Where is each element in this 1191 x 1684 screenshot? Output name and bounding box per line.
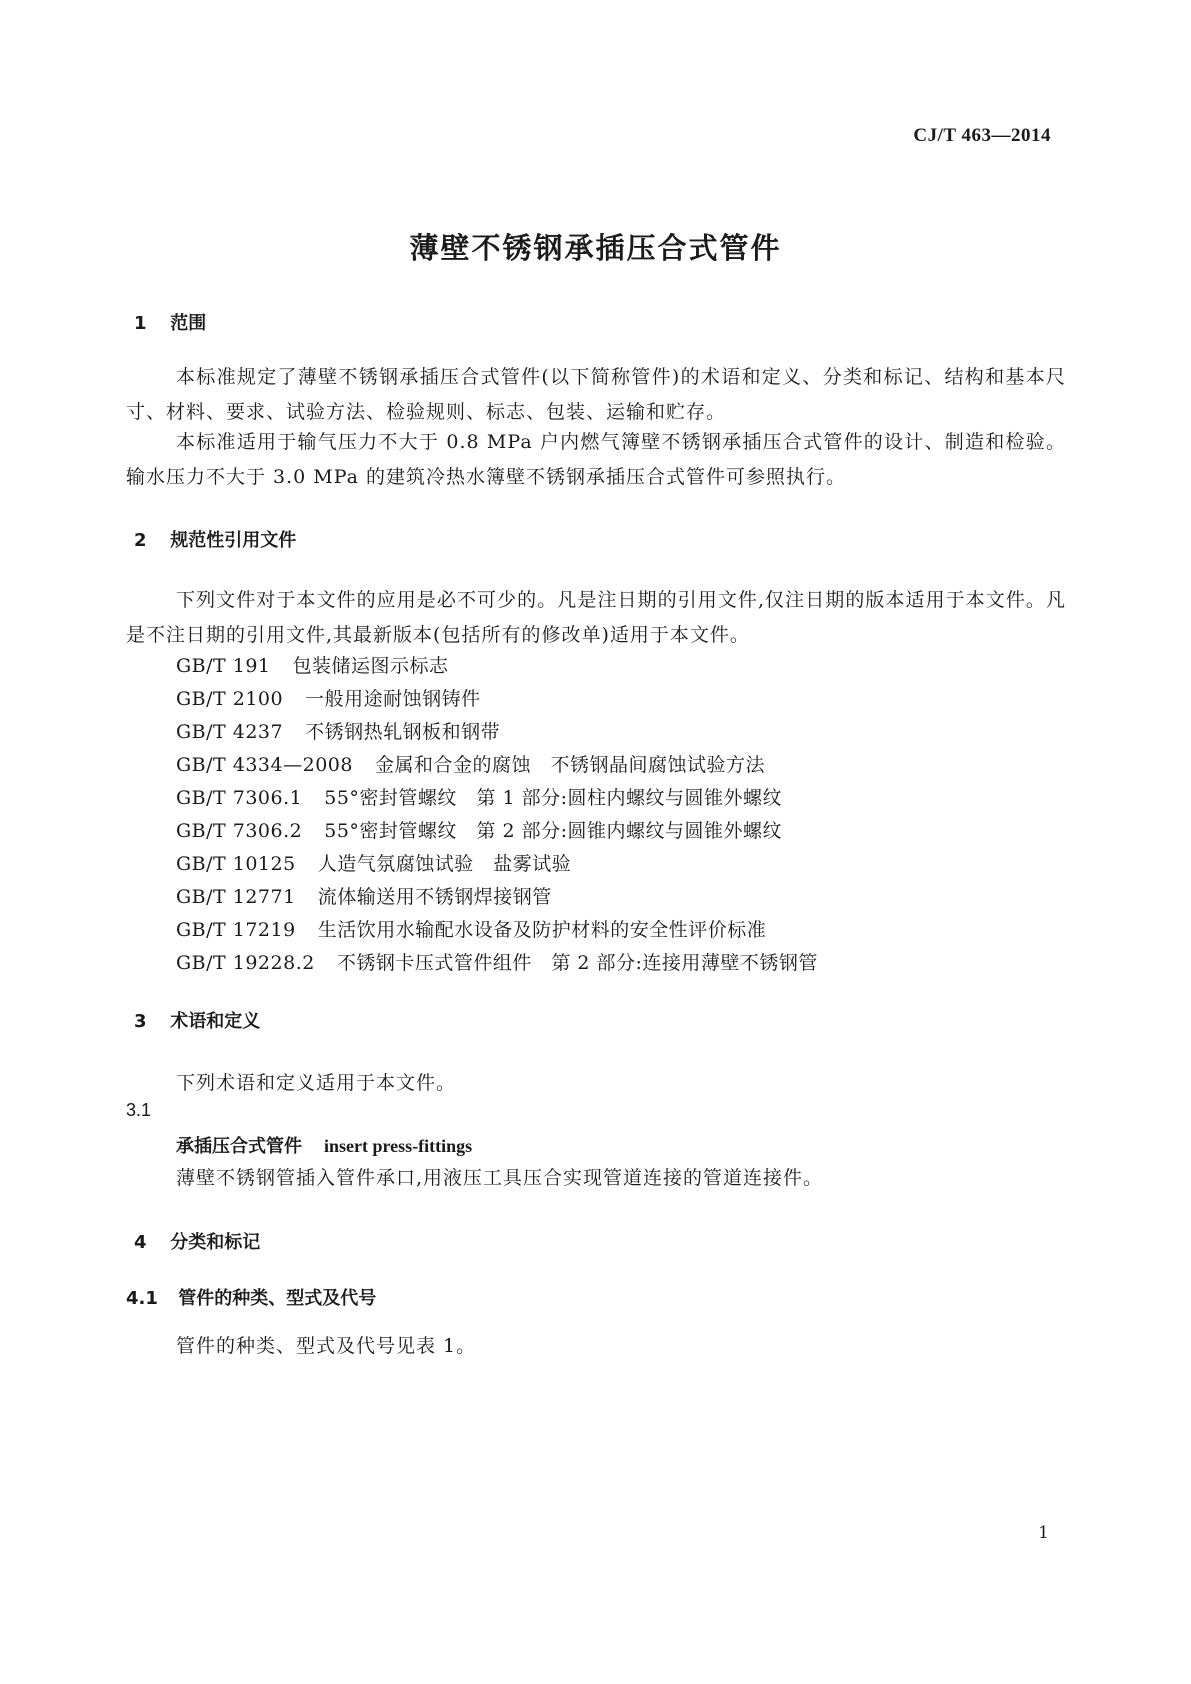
section-number: 4 xyxy=(134,1232,147,1253)
subsection-number: 4.1 xyxy=(126,1288,158,1309)
reference-item: GB/T 10125 人造气氛腐蚀试验 盐雾试验 xyxy=(176,853,572,875)
section-3-heading xyxy=(134,1007,260,1033)
section-title: 范围 xyxy=(170,313,207,334)
reference-item: GB/T 191 包装储运图示标志 xyxy=(176,655,449,677)
term-entry xyxy=(176,1132,472,1158)
scope-paragraph-2: 本标准适用于输气压力不大于 0.8 MPa 户内燃气簿壁不锈钢承插压合式管件的设计、制造和检验。输水压力不大于 3.0 MPa 的建筑冷热水簿壁不锈钢承插压合式管件可参照执行。 xyxy=(126,431,1066,488)
standard-code: CJ/T 463—2014 xyxy=(913,125,1051,146)
subsection-4-1-text: 管件的种类、型式及代号见表 1。 xyxy=(176,1335,477,1357)
section-title: 术语和定义 xyxy=(170,1011,261,1032)
clause-number: 3.1 xyxy=(126,1100,152,1120)
section-number: 1 xyxy=(134,313,147,334)
section-4-heading xyxy=(134,1228,260,1254)
reference-item: GB/T 12771 流体输送用不锈钢焊接钢管 xyxy=(176,886,552,908)
reference-item: GB/T 19228.2 不锈钢卡压式管件组件 第 2 部分:连接用薄壁不锈钢管 xyxy=(176,952,818,974)
term-chinese: 承插压合式管件 xyxy=(176,1136,302,1157)
reference-item: GB/T 7306.2 55°密封管螺纹 第 2 部分:圆锥内螺纹与圆锥外螺纹 xyxy=(176,820,782,842)
subsection-4-1-heading xyxy=(126,1284,376,1310)
reference-item: GB/T 4334—2008 金属和合金的腐蚀 不锈钢晶间腐蚀试验方法 xyxy=(176,754,765,776)
section-title: 分类和标记 xyxy=(170,1232,261,1253)
page-number: 1 xyxy=(1038,1523,1049,1543)
references-intro-paragraph: 下列文件对于本文件的应用是必不可少的。凡是注日期的引用文件,仅注日期的版本适用于本文件。凡是不注日期的引用文件,其最新版本(包括所有的修改单)适用于本文件。 xyxy=(126,589,1066,646)
section-1-heading xyxy=(134,309,206,335)
section-number: 3 xyxy=(134,1011,147,1032)
section-2-heading xyxy=(134,526,296,552)
normative-references-list xyxy=(176,650,818,980)
reference-item: GB/T 17219 生活饮用水输配水设备及防护材料的安全性评价标准 xyxy=(176,919,767,941)
term-definition: 薄壁不锈钢管插入管件承口,用液压工具压合实现管道连接的管道连接件。 xyxy=(176,1167,824,1189)
subsection-title: 管件的种类、型式及代号 xyxy=(178,1288,377,1309)
reference-item: GB/T 2100 一般用途耐蚀钢铸件 xyxy=(176,688,481,710)
reference-item: GB/T 7306.1 55°密封管螺纹 第 1 部分:圆柱内螺纹与圆锥外螺纹 xyxy=(176,787,782,809)
term-english: insert press-fittings xyxy=(324,1136,473,1156)
reference-item: GB/T 4237 不锈钢热轧钢板和钢带 xyxy=(176,721,501,743)
section-title: 规范性引用文件 xyxy=(170,530,297,551)
terms-intro-text: 下列术语和定义适用于本文件。 xyxy=(176,1072,457,1094)
scope-paragraph-1: 本标准规定了薄壁不锈钢承插压合式管件(以下简称管件)的术语和定义、分类和标记、结构和基本尺寸、材料、要求、试验方法、检验规则、标志、包装、运输和贮存。 xyxy=(126,366,1066,423)
document-title: 薄壁不锈钢承插压合式管件 xyxy=(409,231,782,265)
section-number: 2 xyxy=(134,530,147,551)
